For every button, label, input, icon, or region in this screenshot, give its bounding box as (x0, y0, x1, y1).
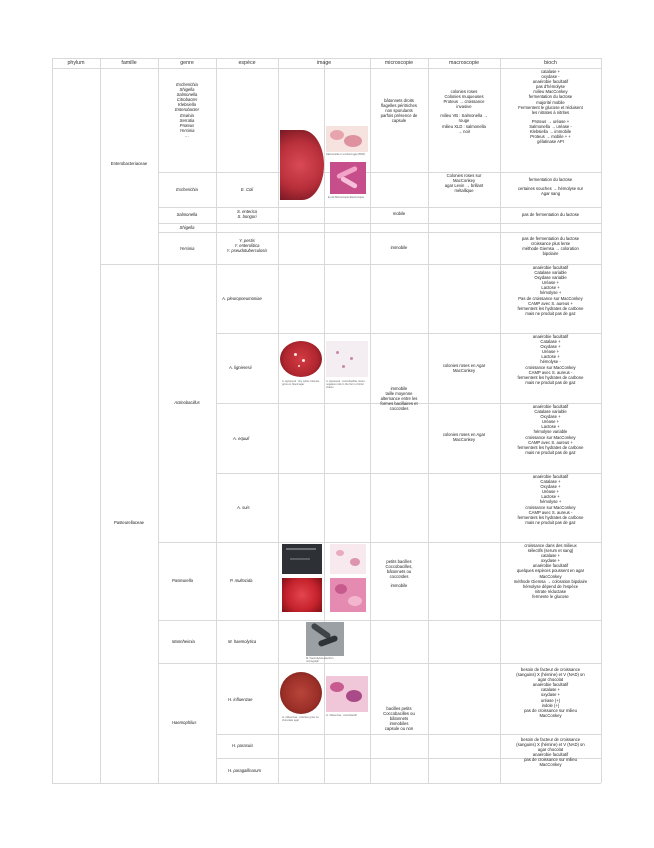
mannheimia-caption: M. haemolytica electron micrograph (306, 657, 334, 664)
species-a-equuli: A. equuli (233, 436, 250, 441)
header-espece: espèce (238, 60, 256, 66)
genus-shigella: Shigella (179, 225, 195, 230)
pasteurella-colonies-image (282, 544, 322, 574)
genus-mannheimia: Mannheimia (172, 639, 195, 644)
pasteurella-tissue-stain-image (330, 578, 366, 612)
a-equuli-macroscopie: colonies roses en Agar MacConkey (442, 432, 486, 443)
salmonella-gram-stain-image (326, 126, 368, 152)
species-p-multocida: P. multocida (230, 578, 253, 583)
escherichia-bioch: fermentation du lactose certaines souches → hémolyse sur Agar sang (517, 177, 584, 197)
genus-salmonella: Salmonella (176, 212, 198, 217)
yersinia-bioch: pas de fermentation du lactose croissance plus lente méthode Giemsa → coloration bipolaire (521, 236, 580, 257)
genus-yersinia: Yersinia (179, 246, 195, 251)
mannheimia-electron-micrograph-image (306, 622, 344, 656)
a-lignieresii-blood-agar-image (280, 341, 322, 377)
h-influenzae-bioch: besoin de facteur de croissance (sanguins) X (hémine) et V (NAD) on agar chocolat anaérobie facultatif catalase + oxydase + uréase (+) indole (+) pas de croissance sur milieu MacConkey (516, 667, 585, 718)
species-h-parasuis: H. parasuis (232, 743, 254, 748)
a-lignieresii-macroscopie: colonies roses en Agar MacConkey (442, 363, 486, 374)
h-influenzae-chocolate-agar-image (280, 672, 322, 714)
species-a-suis: A. suis (237, 505, 250, 510)
species-e-coli: E. Coli (240, 187, 254, 192)
a-lignieresii-caption-1: A. lignieresii : tiny white colonies grow on blood agar (282, 380, 320, 387)
header-macroscopie: macroscopie (448, 60, 480, 66)
a-lignieresii-gram-stain-image (326, 341, 368, 377)
species-m-haemolytica: M. haemolytica (228, 639, 257, 644)
species-yersinia: Y. pestis Y. enterolitica Y. pseudotuberculosis (226, 238, 268, 254)
pasteurella-gram-stain-image (330, 544, 366, 574)
a-lignieresii-caption-2: A. lignieresii : coccobacillia, Gram-negative rods in the form of short chains (326, 380, 366, 390)
escherichia-macroscopie: Colonies roses sur MacConkey agar Levin → brillant métallique (444, 173, 484, 194)
h-parasuis-bioch: besoin de facteur de croissance (sanguins) X (hémine) et V (NAD) on agar chocolat anaérobie facultatif pas de croissance sur milieu MacConkey (516, 737, 585, 768)
genera-list: Escherichia Shigella Salmonella Citrobacter Klebsiella Enterobacter Erwinia Serratia Proteus Yersinia … (175, 82, 199, 138)
pasteurella-microscopie: petits bacilles Coccobacilles, bâtonnets ou coccoïdes immobile (385, 559, 413, 589)
blood-agar-plate-image (280, 130, 324, 200)
yersinia-microscopie: immobile (390, 245, 408, 250)
h-influenzae-caption-2: H. influenzae : coccobacilli (326, 714, 357, 717)
lig-bioch: anaérobie facultatif Catalase + Oxydase + Uréase + Lactose + hémolyse - croissance sur MacConkey CAMP avec S. aureus - fermentent les hydrates de carbone mais ne produit pas de gaz (517, 334, 584, 385)
salmonella-bioch: pas de fermentation du lactose (521, 212, 580, 217)
entero-macroscopie: colonies roses Colonies muqueuses Proteus → croissance invasive milieu VB : Salmonella → rouge milieu XLD : salmonella → noir (440, 89, 488, 134)
genus-pasteurella: Pasteurella (172, 578, 193, 583)
genus-escherichia: Escherichia (176, 187, 198, 192)
haemophilus-microscopie: bacilles petits Coccobacilles ou bâtonnets immobiles capsule ou non (383, 706, 415, 732)
family-pasteurellaceae: Pasteurellaceae (113, 520, 145, 525)
family-enterobacteriaceae: Enterobacteriaceae (110, 161, 148, 166)
salmonella-caption: Salmonella on a blood agar (BAP) (326, 153, 366, 156)
header-microscopie: microscopie (384, 60, 414, 66)
pasteurella-blood-agar-image (282, 578, 322, 612)
pasteurella-bioch: croissance dans des milieux sélectifs (serum et sang) catalase + oxydase + anaérobie facultatif quelques espèces poussent en agar MacConkey méthode Giemsa → coloration bipolaire hémolyse dépend de l'espèce nitrate réductase fermente le glucose (513, 543, 588, 599)
h-influenzae-caption-1: H. influenzae : colonies grow on chocolate agar (282, 716, 319, 723)
ecoli-caption: E.coli Microscopie Electronique (328, 196, 365, 199)
header-phylum: phylum (67, 60, 85, 66)
header-famille: famille (121, 60, 137, 66)
actinobacillus-microscopie: immobile taille moyenne alternance entre les formes bacillaires et coccoïdes (380, 386, 418, 412)
species-h-influenzae: H. influenzae (228, 697, 253, 702)
entero-microscopie: bâtonnets droits flagelles péritriches non sporulants parfois présence de capsule (380, 98, 418, 124)
header-genre: genre (180, 60, 194, 66)
genus-haemophilus: Haemophilus (172, 720, 197, 725)
header-image: image (316, 60, 332, 66)
header-bioch: bioch (544, 60, 557, 66)
suis-bioch: anaérobie facultatif Catalase + Oxydase + Uréase + Lactose + hémolyse + croissance sur MacConkey CAMP avec S. aureus - fermentent les hydrates de carbone mais ne produit pas de gaz (517, 474, 584, 525)
genus-actinobacillus: Actinobacillus (174, 400, 200, 405)
equ-bioch: anaérobie facultatif Catalase variable Oxydase + Uréase + Lactose + hémolyse variable croissance sur MacConkey CAMP avec S. aureus + fermentent les hydrates de carbone mais ne produit pas de gaz (517, 404, 584, 455)
species-a-lignieresii: A. lignieresii (229, 365, 252, 370)
species-a-pleuropneumoniae: A. pleuropneumoniae (222, 296, 262, 301)
entero-bioch: catalase + oxydase - anaérobie facultatif pas d'hémolyse milieu MacConkey fermentation du lactose majorité mobile Fermentent le glucose et réduisent les nitrates à nitrites Proteus → uréase + Salmonella → uréase - Klebsiella → immobile Proteus → mobile + + gélatinase API (518, 69, 583, 145)
pleuro-bioch: anaérobie facultatif Catalase variable Oxydase variable Uréase + Lactose + hémolyse + Pas de croissance sur MacConkey CAMP avec S. aureus + fermentent les hydrates de carbone mais ne produit pas de gaz (517, 265, 584, 316)
ecoli-electron-micrograph-image (330, 162, 366, 194)
h-influenzae-gram-stain-image (326, 676, 368, 712)
salmonella-microscopie: mobile (392, 211, 406, 216)
species-salmonella: S. enterica S. bongori (236, 209, 258, 220)
species-h-paragallinarum: H. paragallinarum (228, 768, 262, 773)
